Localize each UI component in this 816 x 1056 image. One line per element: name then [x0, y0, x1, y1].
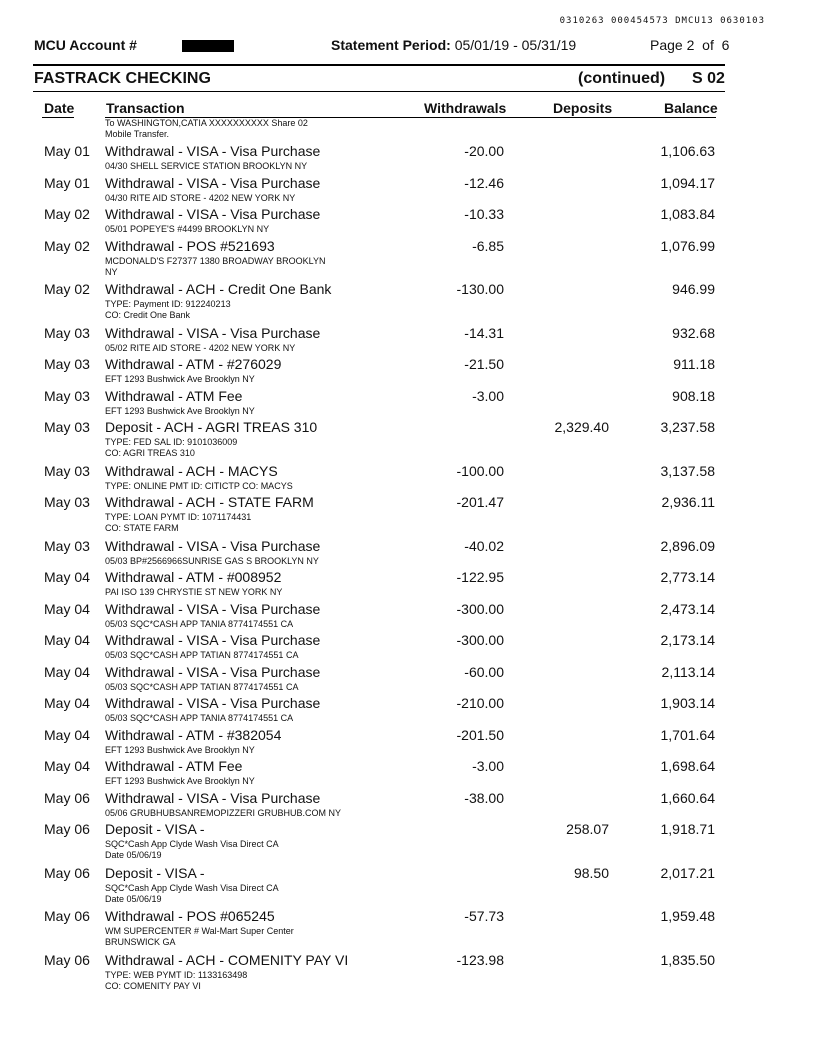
balance-amount: 3,137.58 — [660, 462, 715, 479]
carryover-line: Mobile Transfer. — [105, 129, 170, 139]
transaction-title: Withdrawal - ACH - COMENITY PAY VI — [105, 951, 349, 968]
transaction-detail-line: CO: COMENITY PAY VI — [105, 980, 201, 991]
transaction-detail — [105, 713, 345, 724]
transaction-title: Withdrawal - POS #521693 — [105, 237, 275, 254]
transaction-date: May 04 — [44, 695, 90, 711]
transaction-detail — [105, 587, 345, 598]
transaction-detail — [105, 556, 345, 567]
redacted-account-number — [182, 40, 234, 52]
balance-amount: 2,017.21 — [660, 864, 715, 881]
column-underline-amounts — [416, 117, 716, 118]
transaction-title: Withdrawal - ACH - Credit One Bank — [105, 281, 332, 297]
withdrawal-amount: -60.00 — [464, 663, 504, 680]
transaction-title: Withdrawal - ATM Fee — [105, 387, 243, 404]
transaction-row — [0, 463, 816, 495]
transaction-title: Withdrawal - VISA - Visa Purchase — [105, 206, 321, 222]
transaction-detail-line: CO: AGRI TREAS 310 — [105, 448, 195, 458]
transaction-list — [0, 143, 816, 995]
transaction-row — [0, 727, 816, 759]
transaction-row — [0, 494, 816, 538]
transaction-row — [0, 356, 816, 388]
transaction-detail — [105, 883, 345, 905]
transaction-date: May 06 — [44, 864, 90, 881]
transaction-row — [0, 175, 816, 207]
transaction-date: May 02 — [44, 237, 90, 254]
transaction-detail — [105, 512, 345, 534]
transaction-detail-line: TYPE: ONLINE PMT ID: CITICTP CO: MACYS — [105, 480, 293, 491]
page-number: Page 2 of 6 — [650, 37, 730, 53]
withdrawal-amount: -300.00 — [456, 632, 504, 648]
transaction-detail-line: NY — [105, 266, 118, 277]
withdrawal-amount: -210.00 — [456, 695, 504, 711]
transaction-detail-line: EFT 1293 Bushwick Ave Brooklyn NY — [105, 374, 255, 384]
transaction-detail — [105, 374, 345, 385]
balance-amount: 1,083.84 — [660, 206, 715, 222]
withdrawal-amount: -12.46 — [464, 174, 504, 191]
transaction-row — [0, 865, 816, 909]
transaction-date: May 03 — [44, 387, 90, 404]
transaction-detail — [105, 406, 345, 417]
transaction-row — [0, 664, 816, 696]
withdrawal-amount: -3.00 — [472, 387, 504, 404]
transaction-detail-line: TYPE: FED SAL ID: 9101036009 — [105, 437, 238, 447]
transaction-detail-line: MCDONALD'S F27377 1380 BROADWAY BROOKLYN — [105, 255, 326, 266]
transaction-date: May 04 — [44, 632, 90, 648]
balance-amount: 1,076.99 — [660, 237, 715, 254]
transaction-detail-line: SQC*Cash App Clyde Wash Visa Direct CA — [105, 839, 279, 849]
carryover-detail — [105, 118, 308, 140]
transaction-row — [0, 388, 816, 420]
transaction-title: Deposit - VISA - — [105, 864, 205, 881]
withdrawal-amount: -40.02 — [464, 537, 504, 554]
transaction-date: May 02 — [44, 206, 90, 222]
transaction-row — [0, 569, 816, 601]
transaction-row — [0, 601, 816, 633]
withdrawal-amount: -100.00 — [456, 462, 504, 479]
column-header-transaction: Transaction — [106, 100, 185, 116]
transaction-date: May 06 — [44, 789, 90, 806]
transaction-title: Withdrawal - POS #065245 — [105, 908, 275, 924]
transaction-detail-line: TYPE: Payment ID: 912240213 — [105, 299, 231, 309]
transaction-row — [0, 143, 816, 175]
transaction-title: Withdrawal - ACH - MACYS — [105, 462, 278, 479]
section-title: FASTRACK CHECKING — [34, 70, 211, 87]
transaction-row — [0, 281, 816, 325]
deposit-amount: 258.07 — [566, 821, 609, 837]
withdrawal-amount: -123.98 — [456, 951, 504, 968]
transaction-date: May 04 — [44, 663, 90, 680]
withdrawal-amount: -57.73 — [464, 908, 504, 924]
transaction-detail — [105, 970, 345, 992]
transaction-detail-line: SQC*Cash App Clyde Wash Visa Direct CA — [105, 882, 279, 893]
transaction-detail — [105, 481, 345, 492]
balance-amount: 1,660.64 — [660, 789, 715, 806]
transaction-detail-line: 05/03 SQC*CASH APP TANIA 8774174551 CA — [105, 618, 294, 629]
statement-code-line: 0310263 000454573 DMCU13 0630103 — [559, 16, 765, 26]
transaction-row — [0, 538, 816, 570]
balance-amount: 908.18 — [672, 387, 715, 404]
withdrawal-amount: -21.50 — [464, 356, 504, 372]
transaction-date: May 06 — [44, 951, 90, 968]
transaction-detail — [105, 343, 345, 354]
transaction-detail-line: 04/30 RITE AID STORE - 4202 NEW YORK NY — [105, 192, 296, 203]
transaction-title: Withdrawal - VISA - Visa Purchase — [105, 324, 321, 341]
transaction-row — [0, 325, 816, 357]
transaction-detail-line: 05/03 SQC*CASH APP TANIA 8774174551 CA — [105, 713, 294, 723]
transaction-title: Withdrawal - VISA - Visa Purchase — [105, 174, 321, 191]
transaction-detail-line: TYPE: WEB PYMT ID: 1133163498 — [105, 969, 248, 980]
balance-amount: 1,106.63 — [660, 143, 715, 159]
carryover-line: To WASHINGTON,CATIA XXXXXXXXXX Share 02 — [105, 118, 308, 128]
transaction-date: May 02 — [44, 281, 90, 297]
balance-amount: 1,094.17 — [660, 174, 715, 191]
withdrawal-amount: -6.85 — [472, 237, 504, 254]
balance-amount: 2,113.14 — [661, 663, 715, 680]
transaction-title: Withdrawal - ATM - #008952 — [105, 569, 282, 585]
withdrawal-amount: -122.95 — [456, 569, 504, 585]
transaction-row — [0, 632, 816, 664]
header-divider — [33, 64, 725, 66]
transaction-title: Withdrawal - VISA - Visa Purchase — [105, 143, 321, 159]
transaction-detail-line: TYPE: LOAN PYMT ID: 1071174431 — [105, 512, 252, 522]
transaction-detail-line: CO: STATE FARM — [105, 523, 179, 533]
transaction-detail — [105, 437, 345, 459]
deposit-amount: 2,329.40 — [554, 419, 609, 435]
statement-period — [331, 37, 576, 53]
section-continued: (continued) — [578, 70, 666, 87]
transaction-date: May 03 — [44, 356, 90, 372]
balance-amount: 1,698.64 — [660, 758, 715, 774]
transaction-date: May 01 — [44, 174, 90, 191]
transaction-detail-line: PAI ISO 139 CHRYSTIE ST NEW YORK NY — [105, 587, 283, 597]
transaction-detail — [105, 224, 345, 235]
balance-amount: 1,835.50 — [660, 951, 715, 968]
transaction-date: May 03 — [44, 324, 90, 341]
transaction-title: Withdrawal - ACH - STATE FARM — [105, 494, 314, 510]
column-header-deposits: Deposits — [553, 100, 613, 116]
transaction-row — [0, 695, 816, 727]
transaction-detail-line: EFT 1293 Bushwick Ave Brooklyn NY — [105, 776, 255, 786]
transaction-title: Withdrawal - VISA - Visa Purchase — [105, 537, 321, 554]
transaction-detail-line: Date 05/06/19 — [105, 893, 162, 904]
transaction-detail — [105, 926, 345, 948]
balance-amount: 2,173.14 — [660, 632, 715, 648]
transaction-date: May 04 — [44, 569, 90, 585]
transaction-detail-line: 04/30 SHELL SERVICE STATION BROOKLYN NY — [105, 161, 308, 171]
transaction-detail-line: EFT 1293 Bushwick Ave Brooklyn NY — [105, 744, 255, 755]
transaction-detail — [105, 839, 345, 861]
transaction-detail — [105, 193, 345, 204]
statement-period-value: 05/01/19 - 05/31/19 — [454, 37, 577, 53]
transaction-detail-line: 05/02 RITE AID STORE - 4202 NEW YORK NY — [105, 342, 296, 353]
balance-amount: 2,896.09 — [660, 537, 715, 554]
transaction-title: Withdrawal - VISA - Visa Purchase — [105, 663, 321, 680]
withdrawal-amount: -10.33 — [464, 206, 504, 222]
withdrawal-amount: -3.00 — [472, 758, 504, 774]
transaction-date: May 06 — [44, 821, 90, 837]
statement-period-label: Statement Period: — [331, 37, 451, 53]
balance-amount: 946.99 — [672, 281, 715, 297]
transaction-date: May 04 — [44, 726, 90, 743]
transaction-title: Withdrawal - VISA - Visa Purchase — [105, 695, 321, 711]
transaction-row — [0, 908, 816, 952]
transaction-row — [0, 821, 816, 865]
transaction-detail — [105, 776, 345, 787]
transaction-detail-line: Date 05/06/19 — [105, 850, 162, 860]
transaction-detail-line: 05/01 POPEYE'S #4499 BROOKLYN NY — [105, 224, 270, 234]
withdrawal-amount: -38.00 — [464, 789, 504, 806]
withdrawal-amount: -130.00 — [456, 281, 504, 297]
transaction-row — [0, 758, 816, 790]
transaction-detail-line: WM SUPERCENTER # Wal-Mart Super Center — [105, 926, 294, 936]
transaction-detail-line: CO: Credit One Bank — [105, 310, 191, 320]
balance-amount: 1,918.71 — [660, 821, 715, 837]
transaction-detail-line: 05/06 GRUBHUBSANREMOPIZZERI GRUBHUB.COM NY — [105, 807, 342, 818]
transaction-title: Withdrawal - ATM Fee — [105, 758, 243, 774]
transaction-detail-line: EFT 1293 Bushwick Ave Brooklyn NY — [105, 405, 255, 416]
balance-amount: 3,237.58 — [660, 419, 715, 435]
transaction-row — [0, 952, 816, 996]
transaction-detail — [105, 161, 345, 172]
withdrawal-amount: -201.47 — [456, 494, 504, 510]
transaction-date: May 03 — [44, 462, 90, 479]
section-code: S 02 — [692, 70, 725, 87]
withdrawal-amount: -14.31 — [464, 324, 504, 341]
transaction-date: May 06 — [44, 908, 90, 924]
transaction-date: May 03 — [44, 494, 90, 510]
balance-amount: 932.68 — [672, 324, 715, 341]
balance-amount: 1,903.14 — [660, 695, 715, 711]
column-header-balance: Balance — [664, 100, 718, 116]
withdrawal-amount: -300.00 — [456, 600, 504, 617]
transaction-date: May 03 — [44, 419, 90, 435]
transaction-detail-line: BRUNSWICK GA — [105, 937, 176, 947]
section-divider — [33, 91, 725, 92]
transaction-detail — [105, 808, 345, 819]
transaction-title: Withdrawal - ATM - #276029 — [105, 356, 282, 372]
transaction-row — [0, 206, 816, 238]
balance-amount: 1,959.48 — [660, 908, 715, 924]
transaction-title: Withdrawal - VISA - Visa Purchase — [105, 632, 321, 648]
balance-amount: 2,936.11 — [661, 494, 715, 510]
transaction-date: May 01 — [44, 143, 90, 159]
account-label: MCU Account # — [34, 37, 137, 53]
transaction-detail — [105, 682, 345, 693]
transaction-detail-line: 05/03 SQC*CASH APP TATIAN 8774174551 CA — [105, 650, 299, 660]
transaction-date: May 04 — [44, 600, 90, 617]
transaction-title: Deposit - ACH - AGRI TREAS 310 — [105, 419, 318, 435]
transaction-detail-line: 05/03 SQC*CASH APP TATIAN 8774174551 CA — [105, 681, 299, 692]
transaction-title: Withdrawal - VISA - Visa Purchase — [105, 600, 321, 617]
column-header-withdrawals: Withdrawals — [424, 100, 507, 116]
transaction-row — [0, 238, 816, 282]
transaction-title: Withdrawal - VISA - Visa Purchase — [105, 789, 321, 806]
transaction-detail — [105, 299, 345, 321]
transaction-date: May 04 — [44, 758, 90, 774]
transaction-row — [0, 790, 816, 822]
withdrawal-amount: -201.50 — [456, 726, 504, 743]
column-header-date: Date — [44, 100, 75, 116]
transaction-title: Deposit - VISA - — [105, 821, 205, 837]
withdrawal-amount: -20.00 — [464, 143, 504, 159]
balance-amount: 2,473.14 — [660, 600, 715, 617]
transaction-detail — [105, 619, 345, 630]
balance-amount: 911.18 — [673, 356, 715, 372]
transaction-detail — [105, 650, 345, 661]
balance-amount: 2,773.14 — [660, 569, 715, 585]
transaction-row — [0, 419, 816, 463]
transaction-detail — [105, 745, 345, 756]
transaction-detail — [105, 256, 345, 278]
transaction-detail-line: 05/03 BP#2566966SUNRISE GAS S BROOKLYN NY — [105, 555, 319, 566]
transaction-date: May 03 — [44, 537, 90, 554]
column-underline-date — [42, 117, 74, 118]
balance-amount: 1,701.64 — [660, 726, 715, 743]
transaction-title: Withdrawal - ATM - #382054 — [105, 726, 282, 743]
deposit-amount: 98.50 — [573, 864, 609, 881]
